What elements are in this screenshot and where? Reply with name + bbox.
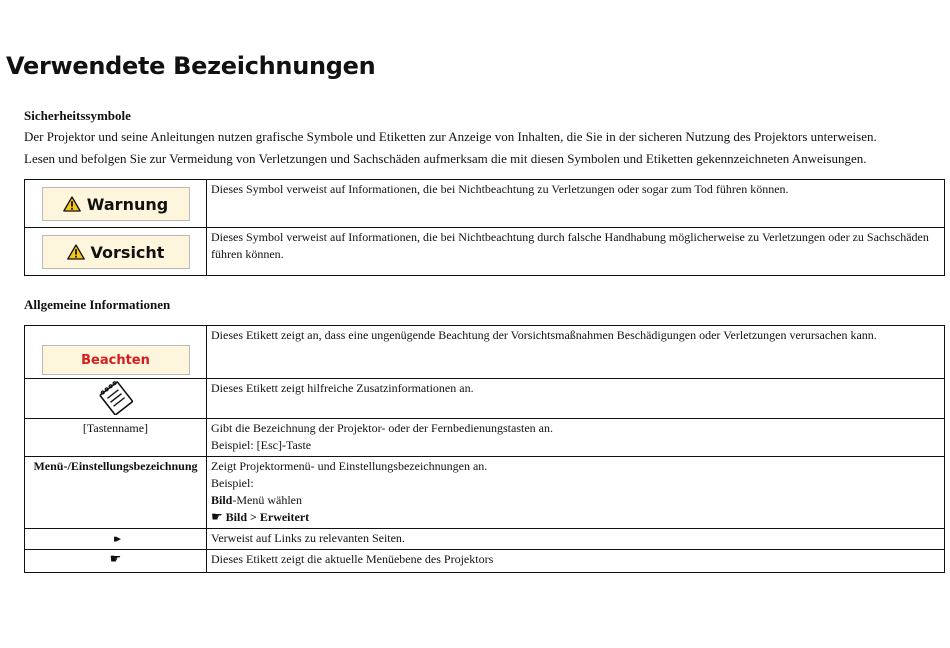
general-heading: Allgemeine Informationen	[24, 297, 171, 312]
table-row	[25, 457, 945, 529]
symbol-cell	[25, 326, 207, 379]
table-row	[25, 228, 945, 276]
example-label: Beispiel:	[211, 476, 254, 490]
menu-path-separator: >	[247, 510, 260, 524]
caution-badge	[42, 235, 190, 269]
description-cell: Dieses Etikett zeigt die aktuelle Menüebene des Projektors	[207, 550, 945, 573]
warning-badge-label: Warnung	[86, 194, 169, 214]
description-text: Gibt die Bezeichnung der Projektor- oder der Fernbedienungstasten an.	[211, 421, 553, 435]
menu-path-second: Erweitert	[259, 510, 310, 524]
table-row	[25, 419, 945, 457]
general-info-table	[24, 325, 945, 573]
table-row	[25, 379, 945, 419]
description-cell	[207, 419, 945, 457]
description-cell: Dieses Etikett zeigt hilfreiche Zusatzinformationen an.	[207, 379, 945, 419]
warning-triangle-icon	[63, 196, 81, 212]
menu-path-first: Bild	[225, 510, 248, 524]
example-menu-name: Bild	[211, 493, 233, 507]
caution-triangle-icon	[67, 244, 85, 260]
description-cell	[207, 457, 945, 529]
caution-badge-label: Vorsicht	[90, 242, 165, 262]
example-text: Beispiel: [Esc]-Taste	[211, 438, 312, 452]
table-row	[25, 326, 945, 379]
safety-paragraph-2: Lesen und befolgen Sie zur Vermeidung von Verletzungen und Sachschäden aufmerksam die mit diesen Symbolen und Etiketten gekennzeichneten Anweisungen.	[24, 151, 867, 166]
example-menu-rest: -Menü wählen	[232, 493, 303, 507]
note-icon	[98, 381, 134, 415]
label-cell: [Tastenname]	[25, 419, 207, 457]
table-row	[25, 550, 945, 573]
symbol-cell	[25, 550, 207, 573]
warning-badge	[42, 187, 190, 221]
label-cell: Menü-/Einstellungsbezeichnung	[25, 457, 207, 529]
safety-symbols-table	[24, 179, 945, 276]
page-title: Verwendete Bezeichnungen	[6, 52, 376, 80]
symbol-cell	[25, 180, 207, 228]
safety-paragraph-1: Der Projektor und seine Anleitungen nutzen grafische Symbole und Etiketten zur Anzeige von Inhalten, die Sie in der sicheren Nutzung des Projektors unterweisen.	[24, 129, 877, 144]
symbol-cell	[25, 529, 207, 550]
symbol-cell	[25, 228, 207, 276]
double-arrow-icon: ▸▸	[113, 532, 118, 545]
description-cell: Dieses Etikett zeigt an, dass eine ungenügende Beachtung der Vorsichtsmaßnahmen Beschädigungen oder Verletzungen verursachen kann.	[207, 326, 945, 379]
table-row	[25, 180, 945, 228]
symbol-cell	[25, 379, 207, 419]
description-cell: Dieses Symbol verweist auf Informationen, die bei Nichtbeachtung durch falsche Handhabung möglicherweise zu Verletzungen oder zu Sachschäden führen können.	[207, 228, 945, 276]
description-cell: Verweist auf Links zu relevanten Seiten.	[207, 529, 945, 550]
example-line	[211, 492, 940, 509]
pointing-hand-icon: ☛	[211, 510, 223, 525]
pointing-hand-icon: ☛	[109, 552, 122, 567]
beachten-badge: Beachten	[42, 345, 190, 375]
safety-heading: Sicherheitssymbole	[24, 108, 131, 123]
description-text: Zeigt Projektormenü- und Einstellungsbezeichnungen an.	[211, 459, 488, 473]
menu-path-line	[211, 509, 940, 526]
table-row	[25, 529, 945, 550]
description-cell: Dieses Symbol verweist auf Informationen, die bei Nichtbeachtung zu Verletzungen oder sogar zum Tod führen können.	[207, 180, 945, 228]
